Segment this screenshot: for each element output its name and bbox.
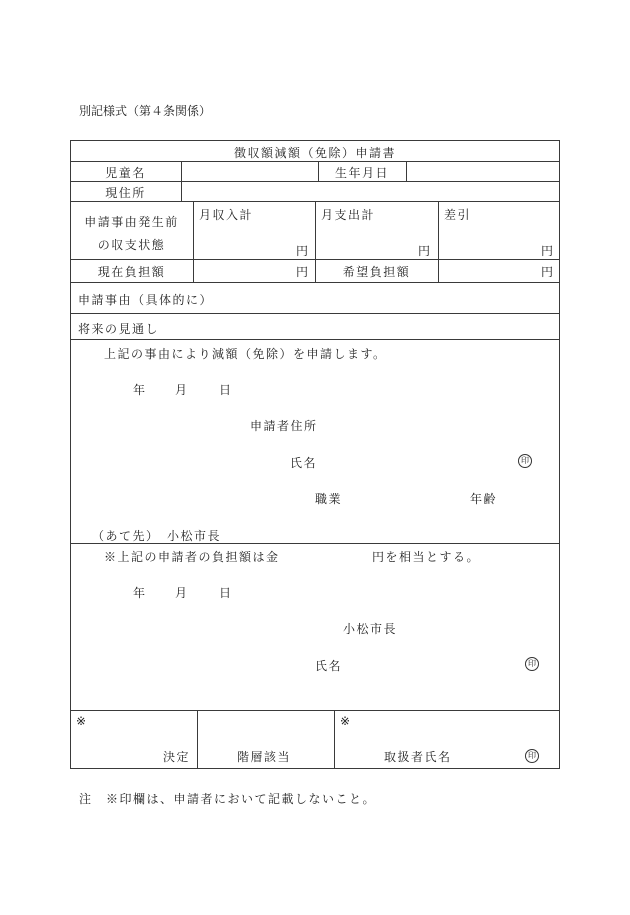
mayor-label: 小松市長 <box>343 622 398 636</box>
bracket-label: 階層該当 <box>237 750 292 764</box>
date-day: 日 <box>219 383 232 397</box>
addressee: （あて先） 小松市長 <box>92 529 222 543</box>
handler-name-label: 取扱者氏名 <box>384 750 452 764</box>
footer-note: 注 ※印欄は、申請者において記載しないこと。 <box>79 792 377 806</box>
request-statement: 上記の事由により減額（免除）を申請します。 <box>104 347 387 361</box>
mayor-seal-icon: 印 <box>525 657 539 671</box>
applicant-name-label: 氏名 <box>290 456 318 470</box>
child-name-field[interactable] <box>182 162 318 181</box>
desired-burden-label: 希望負担額 <box>342 265 411 279</box>
form-title: 徴収額減額（免除）申請書 <box>233 146 396 160</box>
reason-label: 申請事由（具体的に） <box>78 293 214 307</box>
monthly-expense-label: 月支出計 <box>321 208 376 222</box>
monthly-income-label: 月収入計 <box>199 208 254 222</box>
current-burden-label: 現在負担額 <box>97 265 166 279</box>
applicant-address-label: 申請者住所 <box>250 419 318 433</box>
decision-date-day: 日 <box>219 586 232 600</box>
decision-date-year: 年 <box>133 586 146 600</box>
occupation-label: 職業 <box>315 492 343 506</box>
decision-statement-2: 円を相当とする。 <box>372 550 481 564</box>
decision-date-month: 月 <box>175 586 188 600</box>
desired-burden-yen: 円 <box>541 265 554 279</box>
age-label: 年齢 <box>470 492 498 506</box>
outlook-label: 将来の見通し <box>78 322 160 336</box>
current-burden-yen: 円 <box>296 265 309 279</box>
handler-asterisk: ※ <box>340 714 351 728</box>
birthdate-label: 生年月日 <box>334 166 389 180</box>
monthly-expense-yen: 円 <box>418 244 431 258</box>
difference-label: 差引 <box>444 208 472 222</box>
date-year: 年 <box>133 383 146 397</box>
income-state-label-2: の収支状態 <box>97 238 166 252</box>
decision-statement-1: ※上記の申請者の負担額は金 <box>104 550 280 564</box>
address-field[interactable] <box>182 182 559 201</box>
birthdate-field[interactable] <box>407 162 559 181</box>
address-label: 現住所 <box>105 186 146 200</box>
income-state-label-1: 申請事由発生前 <box>84 215 179 229</box>
form-reference: 別記様式（第４条関係） <box>79 104 212 118</box>
handler-seal-icon: 印 <box>525 749 539 763</box>
difference-yen: 円 <box>541 244 554 258</box>
mayor-name-label: 氏名 <box>315 659 343 673</box>
date-month: 月 <box>175 383 188 397</box>
monthly-income-yen: 円 <box>296 244 309 258</box>
decided-asterisk: ※ <box>76 714 87 728</box>
child-name-label: 児童名 <box>105 166 146 180</box>
applicant-seal-icon: 印 <box>518 454 532 468</box>
decided-label: 決定 <box>163 750 191 764</box>
